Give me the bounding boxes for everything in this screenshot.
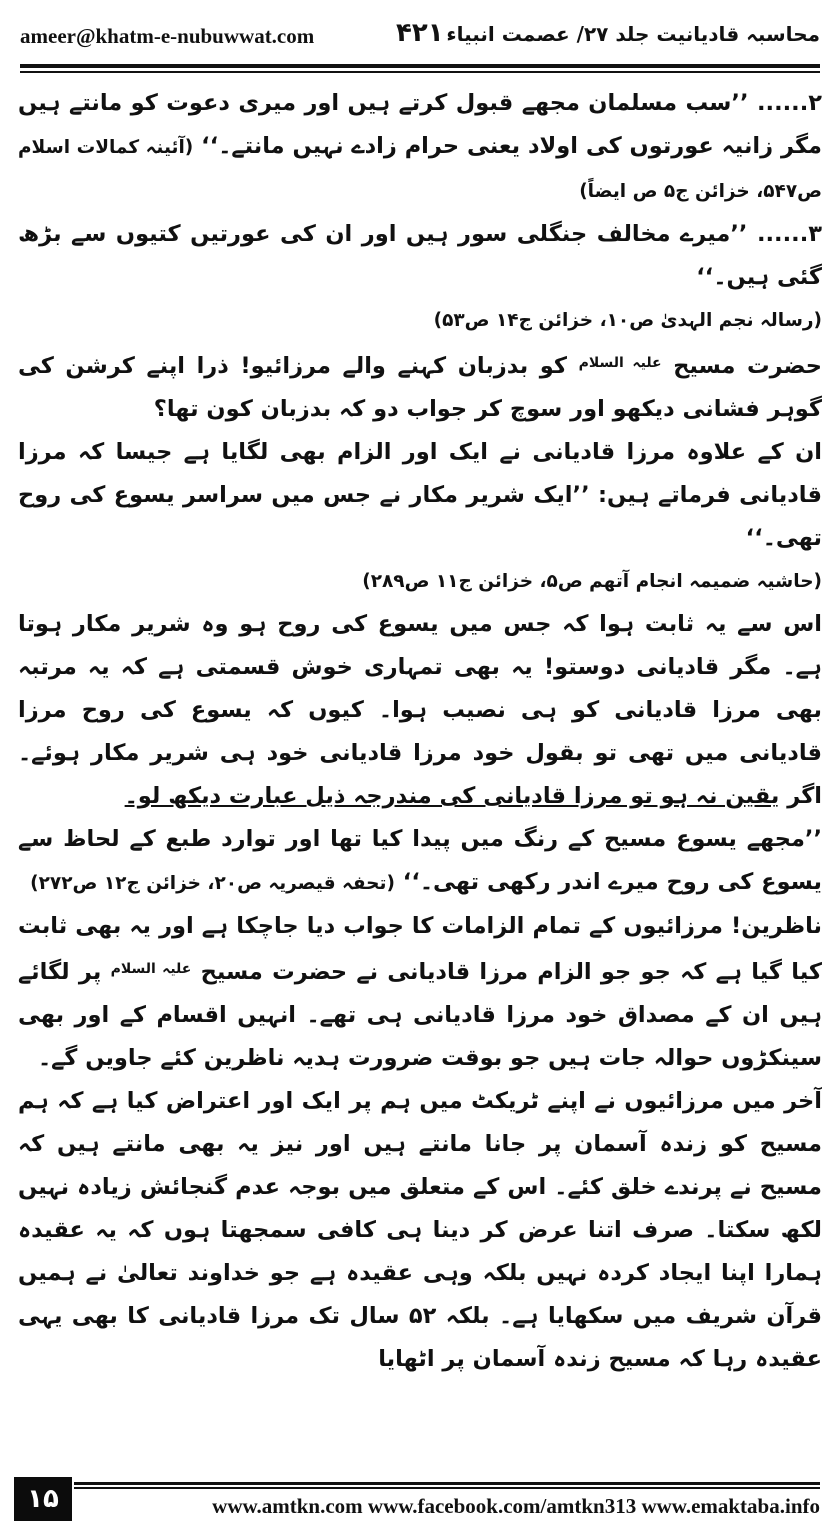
page-body [18,82,822,1467]
body-text: آخر میں مرزائیوں نے اپنے ٹریکٹ میں ہم پر ایک اور اعتراض کیا ہے کہ ہم مسیح کو زندہ آسمان پر جانا مانتے ہیں اور نیز یہ بھی مانتے ہیں کہ مسیح نے پرندے خلق کئے۔ اس کے متعلق میں بوجہ عدم گنجائش زیادہ نہیں لکھ سکتا۔ صرف اتنا عرض کر دینا ہی کافی سمجھتا ہوں کہ یہ عقیدہ ہمارا اپنا ایجاد کردہ نہیں بلکہ وہی عقیدہ ہے جو خداوند تعالیٰ نے ہمیں قرآن شریف میں سکھایا ہے۔ بلکہ ۵۲ سال تک مرزا قادیانی کا بھی یہی عقیدہ رہا کہ مسیح زندہ آسمان پر اٹھایا [18,1088,822,1372]
paragraph-body [18,431,822,560]
quote-text: ’’میرے مخالف جنگلی سور ہیں اور ان کی عورتیں کتیوں سے بڑھ گئی ہیں۔‘‘ [18,221,822,290]
item-number: ۳...... [756,221,822,247]
paragraph-body [18,603,822,818]
underlined-text: یقین نہ ہو تو مرزا قادیانی کی مندرجہ ذیل عبارت دیکھ لو۔ [124,783,780,809]
paragraph-quote [18,818,822,905]
quote-text: ’’سب مسلمان مجھے قبول کرتے ہیں اور میری دعوت کو مانتے ہیں مگر زانیہ عورتوں کی اولاد یعنی حرام زادے نہیں مانتے۔‘‘ [18,90,822,159]
honorific: علیہ السلام [578,355,662,371]
quote-text: ’’مجھے یسوع مسیح کے رنگ میں پیدا کیا تھا اور توارد طبع کے لحاظ سے یسوع کی روح میرے اندر رکھی تھی۔‘‘ [18,826,822,895]
footer-rule-thin [74,1487,820,1489]
footer-page-number: ۱۵ [14,1477,72,1521]
item-number: ۲...... [756,90,822,116]
footer-urls: www.amtkn.com www.facebook.com/amtkn313 www.emaktaba.info [212,1494,820,1518]
reference: (تحفہ قیصریہ ص۲۰، خزائن ج۱۲ ص۲۷۲) [30,873,395,894]
paragraph-quote-2 [18,82,822,213]
header-email: ameer@khatm-e-nubuwwat.com [20,24,315,48]
header-rule-thick [20,64,820,68]
paragraph-body [18,905,822,1080]
paragraph-body [18,342,822,431]
paragraph-quote-3 [18,213,822,299]
reference: (رسالہ نجم الہدیٰ ص۱۰، خزائن ج۱۴ ص۵۳) [433,310,822,331]
reference-line [18,560,822,603]
body-text: اس سے یہ ثابت ہوا کہ جس میں یسوع کی روح ہو وہ شریر مکار ہوتا ہے۔ مگر قادیانی دوستو! یہ بھی تمہاری خوش قسمتی ہے کہ یہ مرتبہ بھی مرزا قادیانی کو ہی نصیب ہوا۔ کیوں کہ یسوع کی روح مرزا قادیانی میں تھی تو بقول خود مرزا قادیانی خود ہی شریر مکار ہوئے۔ اگر [18,611,822,809]
body-text: کو بدزبان کہنے والے مرزائیو! ذرا اپنے کرشن کی گوہر فشانی دیکھو اور سوچ کر جواب دو کہ بدزبان کون تھا؟ [18,353,822,422]
header-rule-thin [20,71,820,73]
reference: (آئینہ کمالات اسلام ص۵۴۷، خزائن ج۵ ص ایضاً) [18,137,822,202]
body-text: ان کے علاوہ مرزا قادیانی نے ایک اور الزام بھی لگایا ہے جیسا کہ مرزا قادیانی فرماتے ہیں: ’’ایک شریر مکار نے جس میں سراسر یسوع کی روح تھی۔‘‘ [18,439,822,551]
honorific: علیہ السلام [110,961,192,977]
body-text: ناظرین! مرزائیوں کے تمام الزامات کا جواب دیا جاچکا ہے اور یہ بھی ثابت کیا گیا ہے کہ جو جو الزام مرزا قادیانی نے حضرت مسیح [18,913,822,985]
body-text: حضرت مسیح [673,353,822,379]
reference: (حاشیہ ضمیمہ انجام آتھم ص۵، خزائن ج۱۱ ص۲۸۹) [362,571,822,592]
body-text: پر لگائے ہیں ان کے مصداق خود مرزا قادیانی ہی تھے۔ انہیں اقسام کے اور بھی سینکڑوں حوالہ جات ہیں جو بوقت ضرورت ہدیہ ناظرین کئے جاویں گے۔ [18,959,822,1071]
page-header [20,18,820,62]
footer-rule-thick [74,1482,820,1485]
paragraph-body [18,1080,822,1381]
header-page-number: ۴۲۱ [396,18,444,48]
reference-line [18,299,822,342]
header-book-title: محاسبہ قادیانیت جلد ۲۷/ عصمت انبیاء [446,22,820,46]
